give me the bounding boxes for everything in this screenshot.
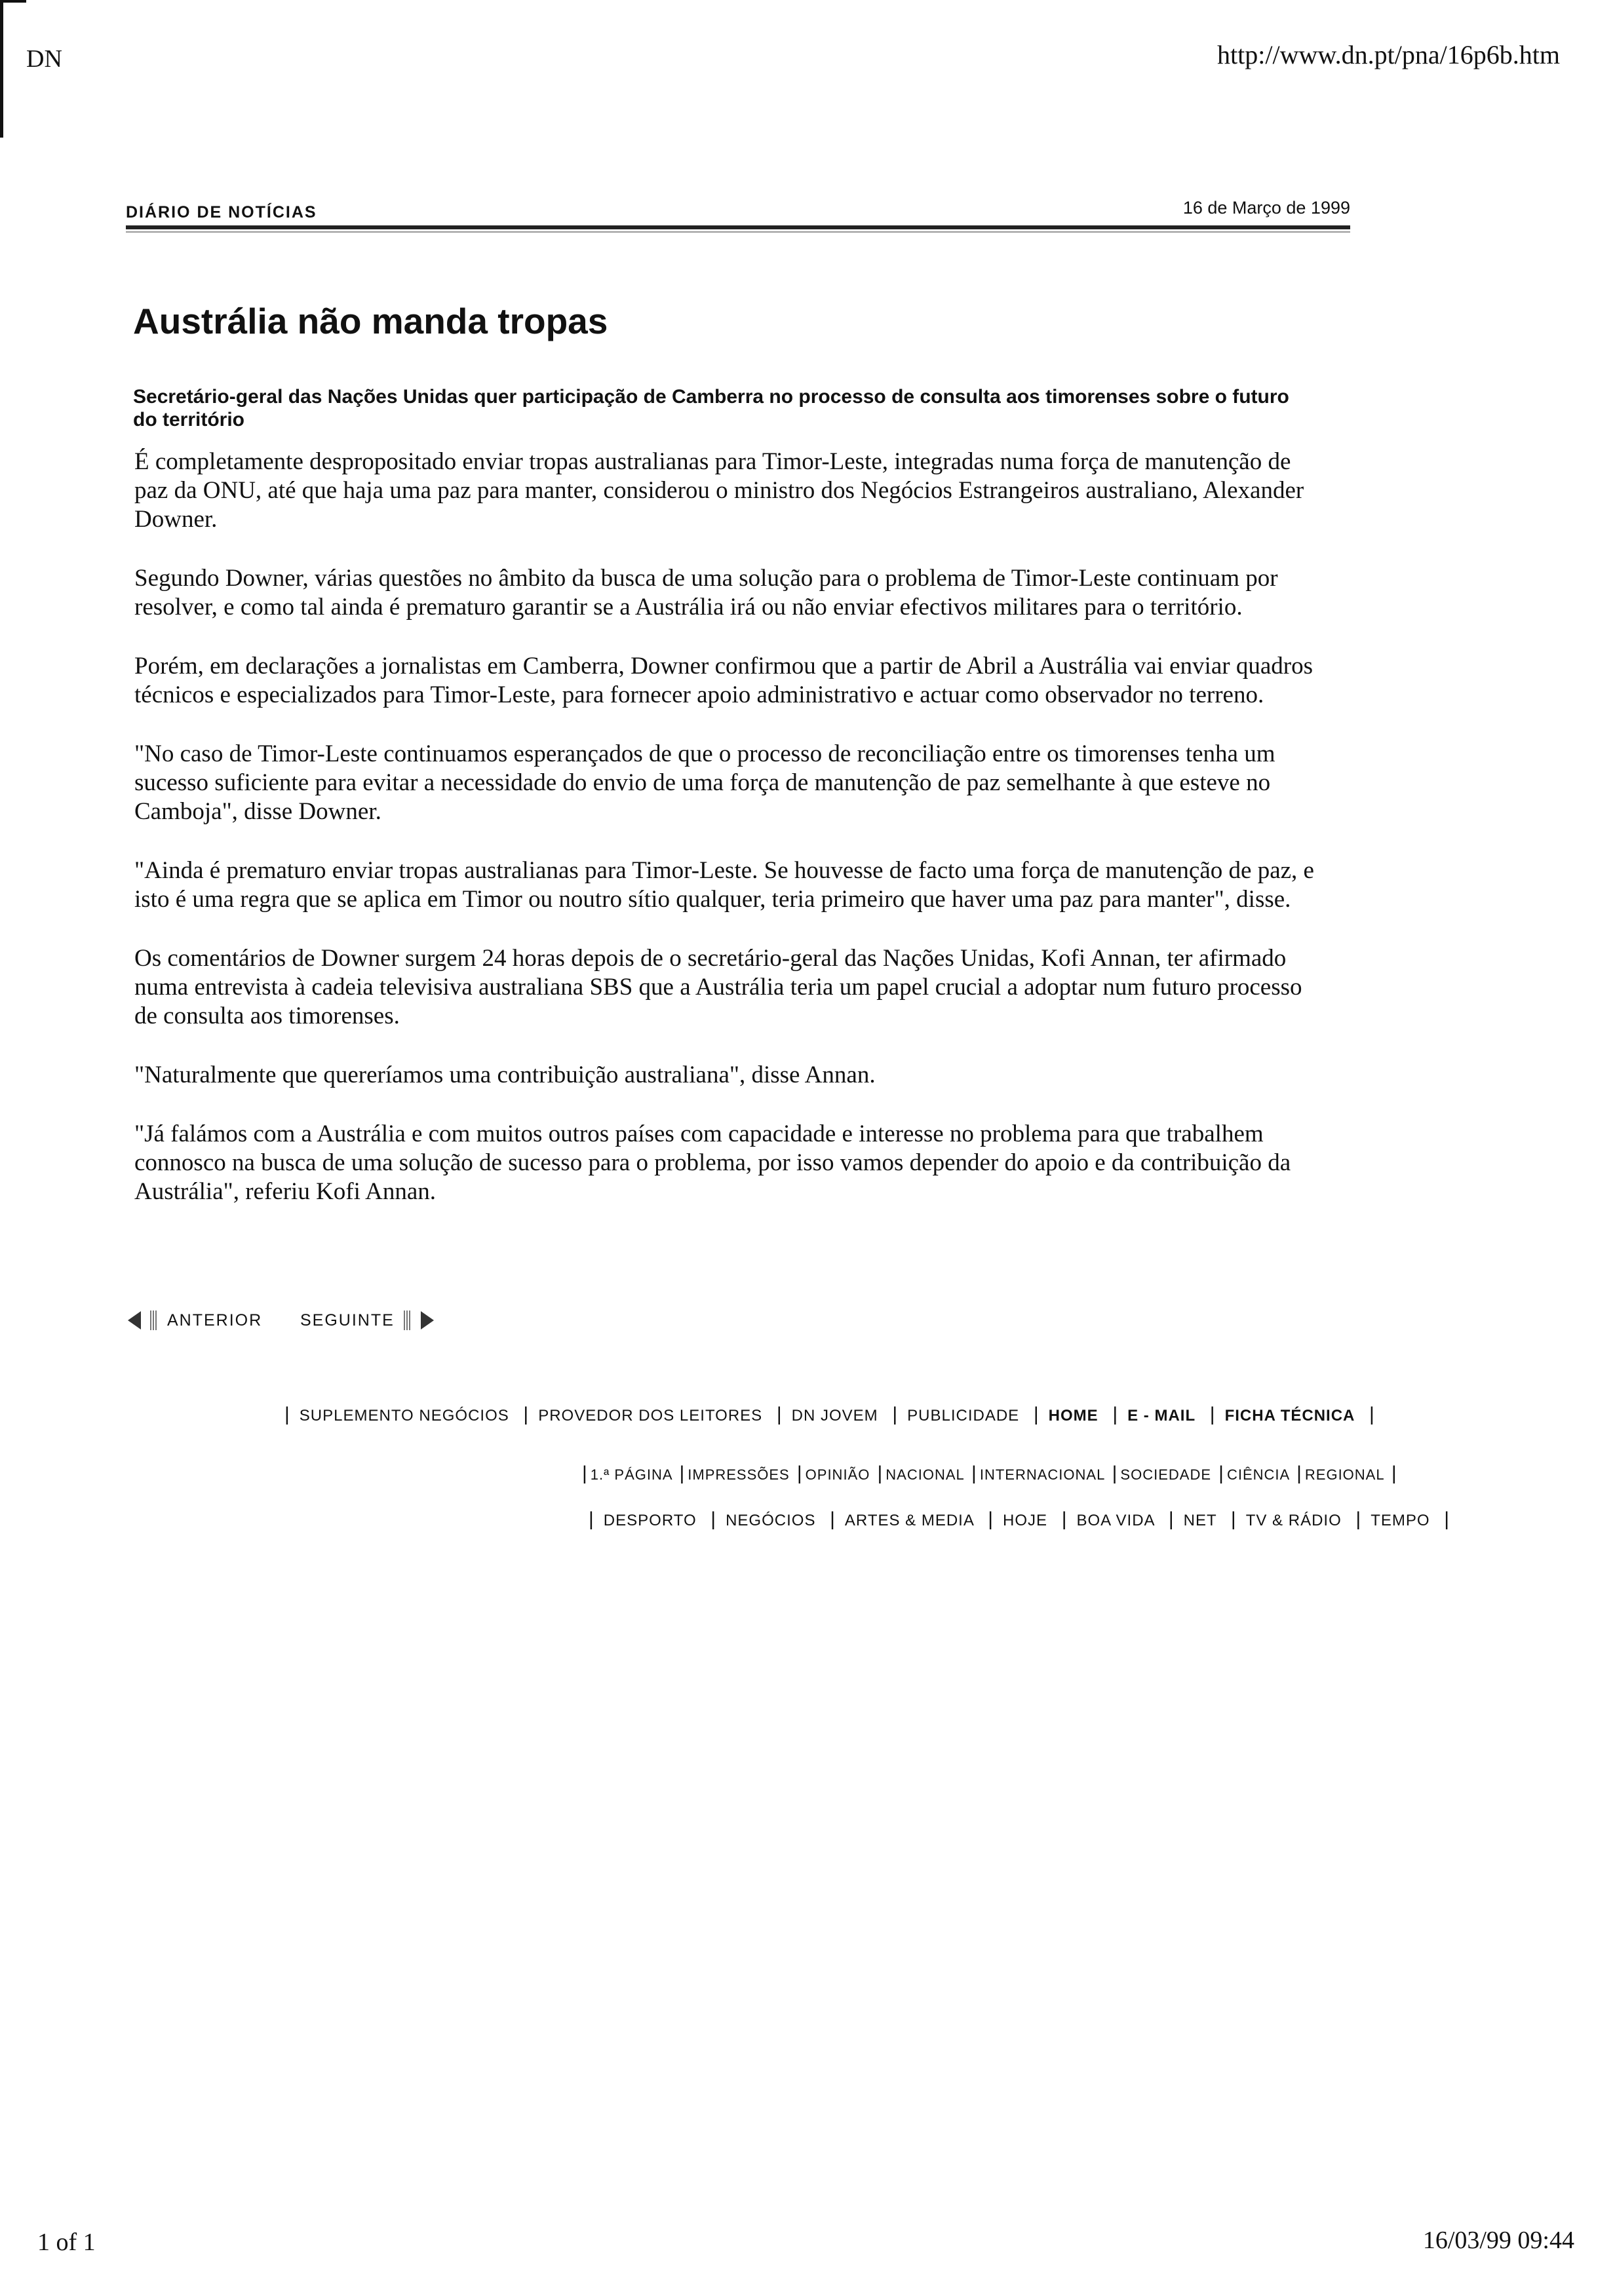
masthead-divider-thin <box>126 231 1350 233</box>
scan-edge-mark <box>0 0 3 138</box>
print-footer-timestamp: 16/03/99 09:44 <box>1422 2227 1574 2254</box>
menu-link-regional[interactable]: REGIONAL <box>1304 1466 1384 1483</box>
menu-link-desporto[interactable]: DESPORTO <box>603 1512 697 1529</box>
menu-link-negocios[interactable]: NEGÓCIOS <box>726 1512 816 1529</box>
masthead-date: 16 de Março de 1999 <box>1182 198 1350 218</box>
article-paragraph: "Ainda é prematuro enviar tropas australianas para Timor-Leste. Se houvesse de facto uma força de manutenção de paz, e isto é uma regra que se aplica em Timor ou noutro sítio qualquer, teria primeiro que haver uma paz para manter", disse. <box>134 857 1314 913</box>
previous-link[interactable] <box>128 1311 262 1330</box>
footer-menu-row-3: | DESPORTO | NEGÓCIOS | ARTES & MEDIA | HOJE | BOA VIDA | NET | TV & RÁDIO | TEMPO | <box>589 1508 1450 1530</box>
masthead-logo: DIÁRIO DE NOTÍCIAS <box>126 203 317 221</box>
footer-menu-row-1: | SUPLEMENTO NEGÓCIOS | PROVEDOR DOS LEITORES | DN JOVEM | PUBLICIDADE | HOME | E - MAIL | FICHA TÉCNICA | <box>284 1404 1375 1425</box>
article-headline: Austrália não manda tropas <box>133 301 608 341</box>
article-paragraph: Segundo Downer, várias questões no âmbito da busca de uma solução para o problema de Timor-Leste continuam por resolver, e como tal ainda é prematuro garantir se a Austrália irá ou não enviar efectivos militares para o território. <box>134 565 1278 621</box>
masthead-divider <box>126 225 1350 229</box>
arrow-left-icon <box>128 1311 141 1330</box>
menu-link-ciencia[interactable]: CIÊNCIA <box>1226 1466 1289 1483</box>
print-header-title: DN <box>26 45 62 73</box>
menu-link-ficha-tecnica[interactable]: FICHA TÉCNICA <box>1224 1407 1355 1425</box>
article-paragraph: É completamente despropositado enviar tropas australianas para Timor-Leste, integradas numa força de manutenção de paz da ONU, até que haja uma paz para manter, considerou o ministro dos Negócios Estrangeiros australiano, Alexander Downer. <box>134 448 1304 533</box>
menu-link-tempo[interactable]: TEMPO <box>1371 1512 1430 1529</box>
print-header-url: http://www.dn.pt/pna/16p6b.htm <box>1217 40 1560 69</box>
grip-icon <box>404 1311 412 1330</box>
menu-link-artes-media[interactable]: ARTES & MEDIA <box>844 1512 974 1529</box>
article-paragraph: Os comentários de Downer surgem 24 horas depois de o secretário-geral das Nações Unidas, Kofi Annan, ter afirmado numa entrevista à cadeia televisiva australiana SBS que a Austrália teria um papel crucial a adoptar num futuro processo de consulta aos timorenses. <box>134 945 1302 1029</box>
menu-link-tv-radio[interactable]: TV & RÁDIO <box>1245 1512 1342 1529</box>
arrow-right-icon <box>421 1311 434 1330</box>
menu-link-opiniao[interactable]: OPINIÃO <box>805 1466 870 1483</box>
article-subtitle: Secretário-geral das Nações Unidas quer participação de Camberra no processo de consulta aos timorenses sobre o futuro do território <box>133 386 1289 430</box>
grip-icon <box>150 1311 158 1330</box>
menu-link-provedor-dos-leitores[interactable]: PROVEDOR DOS LEITORES <box>538 1407 763 1425</box>
footer-menu-row-2: | 1.ª PÁGINA | IMPRESSÕES | OPINIÃO | NACIONAL | INTERNACIONAL | SOCIEDADE | CIÊNCIA | REGIONAL | <box>582 1463 1397 1484</box>
previous-label: ANTERIOR <box>167 1311 263 1330</box>
article-paragraph: "No caso de Timor-Leste continuamos esperançados de que o processo de reconciliação entre os timorenses tenha um sucesso suficiente para evitar a necessidade do envio de uma força de manutenção de paz semelhante à que esteve no Camboja", disse Downer. <box>134 740 1275 825</box>
next-link[interactable] <box>300 1311 434 1330</box>
menu-link-net[interactable]: NET <box>1183 1512 1217 1529</box>
menu-link-internacional[interactable]: INTERNACIONAL <box>979 1466 1105 1483</box>
article-paragraph: "Naturalmente que quereríamos uma contribuição australiana", disse Annan. <box>134 1062 876 1088</box>
menu-link-nacional[interactable]: NACIONAL <box>885 1466 964 1483</box>
menu-link-home[interactable]: HOME <box>1048 1407 1099 1425</box>
menu-link-publicidade[interactable]: PUBLICIDADE <box>907 1407 1020 1425</box>
menu-link-dn-jovem[interactable]: DN JOVEM <box>791 1407 878 1425</box>
article-paragraph: Porém, em declarações a jornalistas em Camberra, Downer confirmou que a partir de Abril a Austrália vai enviar quadros técnicos e especializados para Timor-Leste, para fornecer apoio administrativo e actuar como observador no terreno. <box>134 653 1313 708</box>
next-label: SEGUINTE <box>300 1311 395 1330</box>
menu-link-impressoes[interactable]: IMPRESSÕES <box>688 1466 790 1483</box>
menu-link-sociedade[interactable]: SOCIEDADE <box>1120 1466 1212 1483</box>
article-paragraph: "Já falámos com a Austrália e com muitos outros países com capacidade e interesse no problema para que trabalhem connosco na busca de uma solução de sucesso para o problema, por isso vamos depender do apoio e da contribuição da Austrália", referiu Kofi Annan. <box>134 1120 1291 1205</box>
menu-link-email[interactable]: E - MAIL <box>1127 1407 1196 1425</box>
scan-edge-mark-top <box>0 0 26 3</box>
menu-link-primeira-pagina[interactable]: 1.ª PÁGINA <box>590 1466 672 1483</box>
menu-link-suplemento-negocios[interactable]: SUPLEMENTO NEGÓCIOS <box>299 1407 509 1425</box>
menu-link-hoje[interactable]: HOJE <box>1003 1512 1048 1529</box>
print-footer-page-count: 1 of 1 <box>37 2229 96 2256</box>
article-body <box>134 448 1321 1236</box>
menu-link-boa-vida[interactable]: BOA VIDA <box>1076 1512 1155 1529</box>
